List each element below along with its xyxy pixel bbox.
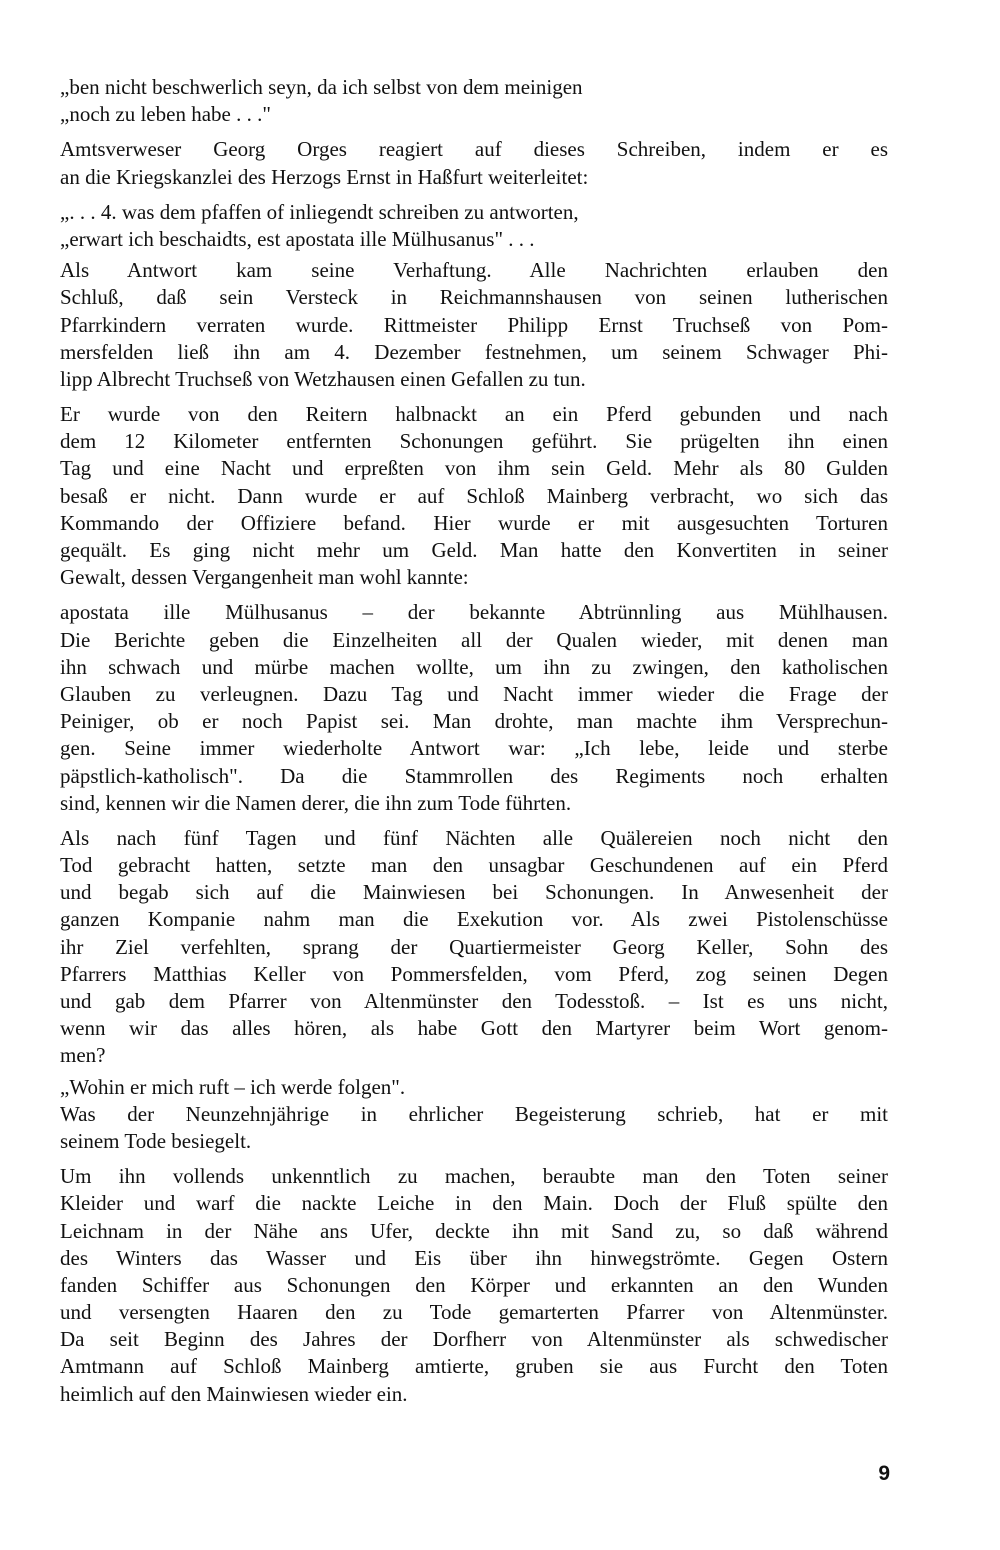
text-line: Als Antwort kam seine Verhaftung. Alle Nachrichten erlauben den — [60, 258, 888, 283]
text-line: und begab sich auf die Mainwiesen bei Schonungen. In Anwesenheit der — [60, 880, 888, 905]
text-line: „ben nicht beschwerlich seyn, da ich selbst von dem meinigen — [60, 75, 583, 99]
paragraph-4 — [60, 257, 888, 393]
text-line: päpstlich-katholisch". Da die Stammrollen des Regiments noch erhalten — [60, 763, 888, 788]
text-line: „. . . 4. was dem pfaffen of inliegendt schreiben zu antworten, — [60, 199, 579, 224]
paragraph-6 — [60, 599, 888, 817]
text-line: „noch zu leben habe . . ." — [60, 102, 271, 127]
text-line: Glauben zu verleugnen. Dazu Tag und Nacht immer wieder die Frage der — [60, 681, 888, 706]
text-line: Da seit Beginn des Jahres der Dorfherr von Altenmünster als schwedischer — [60, 1327, 888, 1352]
text-line: ganzen Kompanie nahm man die Exekution vor. Als zwei Pistolenschüsse — [60, 907, 888, 932]
paragraph-5 — [60, 401, 888, 591]
text-line: ihn schwach und mürbe machen wollte, um ihn zu zwingen, den katholischen — [60, 654, 888, 679]
text-line: Gewalt, dessen Vergangenheit man wohl kannte: — [60, 565, 469, 590]
text-line: Tod gebracht hatten, setzte man den unsagbar Geschundenen auf ein Pferd — [60, 853, 888, 878]
text-line: Peiniger, ob er noch Papist sei. Man drohte, man machte ihm Versprechun- — [60, 709, 888, 734]
text-line: und versengten Haaren den zu Tode gemarterten Pfarrer von Altenmünster. — [60, 1300, 888, 1325]
text-line: men? — [60, 1043, 106, 1068]
text-line: gequält. Es ging nicht mehr um Geld. Man hatte den Konvertiten in seiner — [60, 538, 888, 562]
text-line: Kommando der Offiziere befand. Hier wurde er mit ausgesuchten Torturen — [60, 510, 888, 535]
text-line: wenn wir das alles hören, als habe Gott den Martyrer beim Wort genom- — [60, 1016, 888, 1041]
text-line: apostata ille Mülhusanus – der bekannte Abtrünnling aus Mühlhausen. — [60, 600, 888, 625]
paragraph-9 — [60, 1101, 888, 1155]
text-line: Pfarrers Matthias Keller von Pommersfelden, vom Pferd, zog seinen Degen — [60, 961, 888, 986]
page-number: 9 — [878, 1462, 890, 1485]
paragraph-7 — [60, 825, 888, 1070]
page-body — [60, 74, 888, 1408]
text-line: und gab dem Pfarrer von Altenmünster den Todesstoß. – Ist es uns nicht, — [60, 989, 888, 1013]
text-line: „erwart ich beschaidts, est apostata ille Mülhusanus" . . . — [60, 226, 535, 251]
text-line: Als nach fünf Tagen und fünf Nächten alle Quälereien noch nicht den — [60, 825, 888, 850]
text-line: gen. Seine immer wiederholte Antwort war: „Ich lebe, leide und sterbe — [60, 736, 888, 761]
text-line: besaß er nicht. Dann wurde er auf Schloß Mainberg verbracht, wo sich das — [60, 483, 888, 508]
paragraph-2 — [60, 136, 888, 190]
text-line: dem 12 Kilometer entfernten Schonungen geführt. Sie prügelten ihn einen — [60, 429, 888, 454]
text-line: Schluß, daß sein Versteck in Reichmannshausen von seinen lutherischen — [60, 285, 888, 310]
text-line: Er wurde von den Reitern halbnackt an ein Pferd gebunden und nach — [60, 402, 888, 427]
text-line: Was der Neunzehnjährige in ehrlicher Begeisterung schrieb, hat er mit — [60, 1101, 888, 1126]
text-line: Um ihn vollends unkenntlich zu machen, beraubte man den Toten seiner — [60, 1164, 888, 1189]
text-line: mersfelden ließ ihn am 4. Dezember festnehmen, um seinem Schwager Phi- — [60, 339, 888, 364]
text-line: seinem Tode besiegelt. — [60, 1128, 252, 1153]
text-line: Pfarrkindern verraten wurde. Rittmeister Philipp Ernst Truchseß von Pom- — [60, 312, 888, 337]
text-line: Tag und eine Nacht und erpreßten von ihm sein Geld. Mehr als 80 Gulden — [60, 456, 888, 481]
text-line: Amtsverweser Georg Orges reagiert auf dieses Schreiben, indem er es — [60, 137, 888, 162]
paragraph-10 — [60, 1163, 888, 1408]
text-line: des Winters das Wasser und Eis über ihn hinwegströmte. Gegen Ostern — [60, 1245, 888, 1270]
text-line: fanden Schiffer aus Schonungen den Körper und erkannten an den Wunden — [60, 1272, 888, 1297]
text-line: sind, kennen wir die Namen derer, die ihn zum Tode führten. — [60, 790, 572, 815]
paragraph-1 — [60, 74, 888, 128]
text-line: Die Berichte geben die Einzelheiten all der Qualen wieder, mit denen man — [60, 627, 888, 652]
text-line: ihr Ziel verfehlten, sprang der Quartiermeister Georg Keller, Sohn des — [60, 934, 888, 959]
text-line: lipp Albrecht Truchseß von Wetzhausen einen Gefallen zu tun. — [60, 366, 586, 391]
text-line: an die Kriegskanzlei des Herzogs Ernst in Haßfurt weiterleitet: — [60, 164, 589, 189]
text-line: „Wohin er mich ruft – ich werde folgen". — [60, 1074, 406, 1099]
text-line: Leichnam in der Nähe ans Ufer, deckte ihn mit Sand zu, so daß während — [60, 1218, 888, 1243]
text-line: Kleider und warf die nackte Leiche in den Main. Doch der Fluß spülte den — [60, 1191, 888, 1216]
paragraph-3-quote — [60, 199, 888, 253]
text-line: heimlich auf den Mainwiesen wieder ein. — [60, 1381, 408, 1406]
text-line: Amtmann auf Schloß Mainberg amtierte, gruben sie aus Furcht den Toten — [60, 1354, 888, 1379]
paragraph-8-quote — [60, 1074, 888, 1101]
